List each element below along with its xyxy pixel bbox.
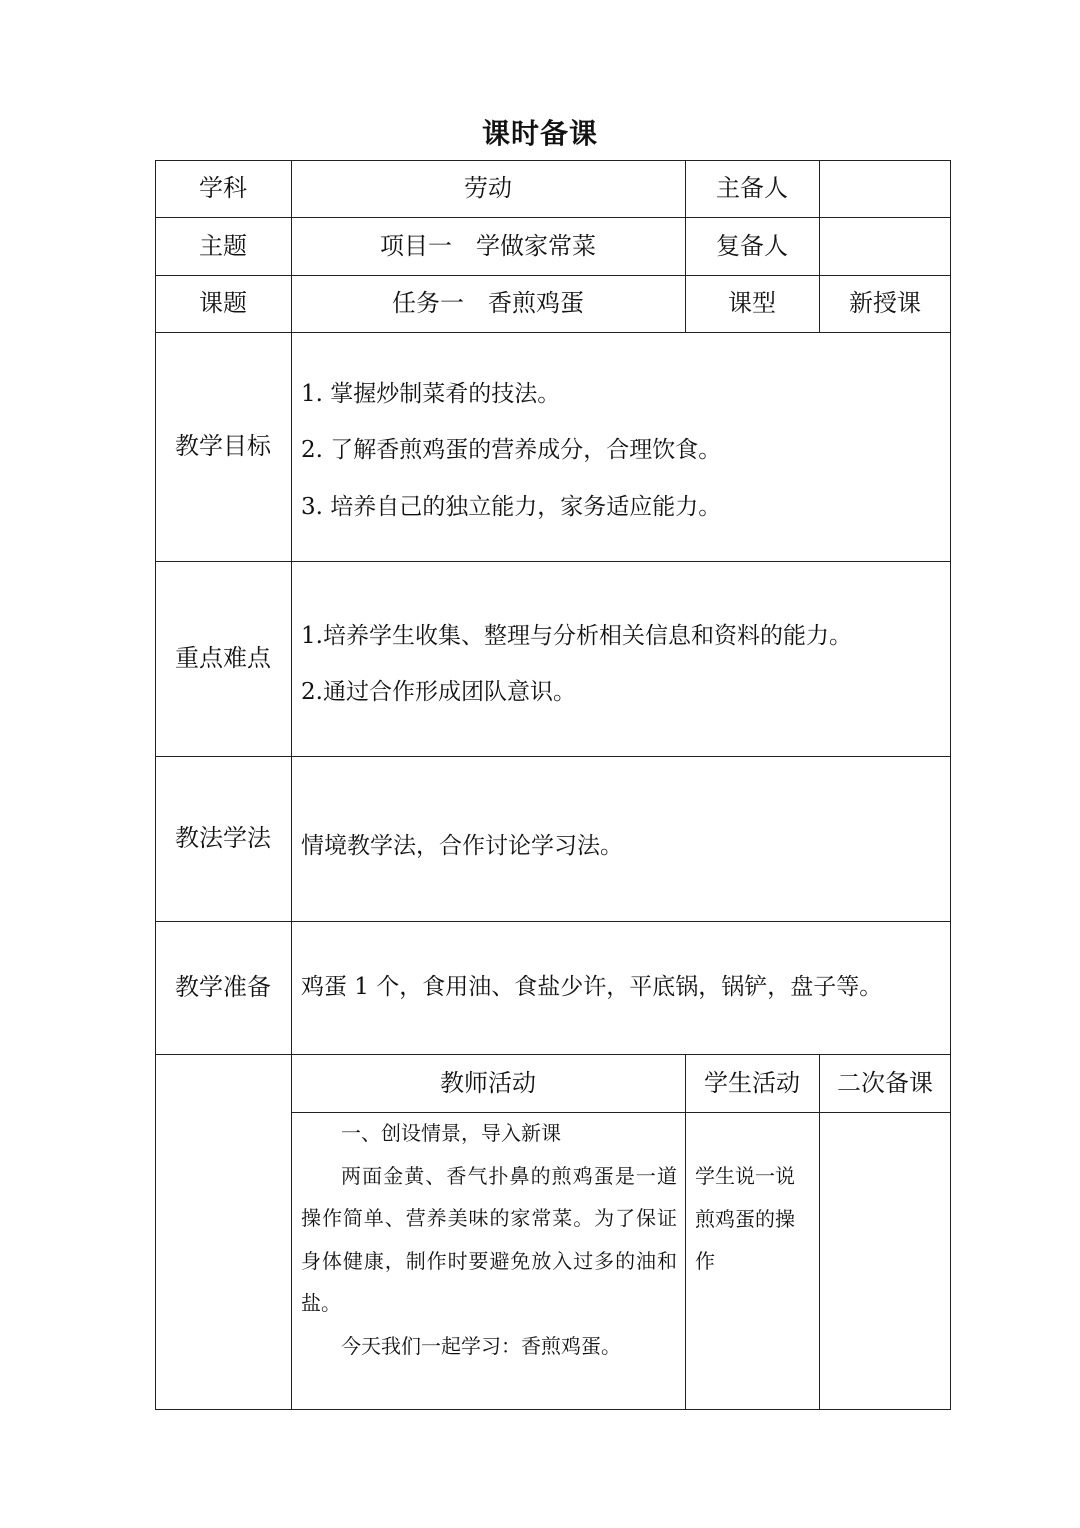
methods-text: 情境教学法，合作讨论学习法。 — [301, 832, 623, 859]
theme-label: 主题 — [199, 231, 247, 260]
teacher-activity-content — [301, 1112, 677, 1367]
objective-item: 1. 掌握炒制菜肴的技法。 — [301, 381, 561, 407]
co-preparer-label: 复备人 — [716, 231, 788, 260]
lead-preparer-label: 主备人 — [716, 174, 788, 203]
methods-label: 教法学法 — [175, 824, 271, 853]
lesson-plan-table — [155, 160, 951, 1410]
topic-label: 课题 — [199, 289, 247, 318]
subject-label: 学科 — [199, 174, 247, 203]
preparation-label: 教学准备 — [175, 973, 271, 1002]
key-points-label: 重点难点 — [175, 644, 271, 673]
page-title: 课时备课 — [481, 117, 598, 150]
subject-value: 劳动 — [464, 174, 512, 203]
teacher-paragraph: 两面金黄、香气扑鼻的煎鸡蛋是一道操作简单、营养美味的家常菜。为了保证身体健康，制作时要避免放入过多的油和盐。 — [301, 1163, 677, 1315]
objective-item: 2. 了解香煎鸡蛋的营养成分，合理饮食。 — [301, 437, 722, 463]
lesson-type-label: 课型 — [728, 289, 776, 318]
student-activity-header: 学生活动 — [704, 1068, 800, 1097]
co-preparer-value — [819, 217, 951, 275]
theme-value: 项目一 学做家常菜 — [380, 231, 596, 260]
student-activity-content: 学生说一说煎鸡蛋的操作 — [695, 1164, 795, 1273]
key-points-list — [301, 561, 941, 756]
teacher-activity-header: 教师活动 — [440, 1068, 536, 1097]
objectives-list — [301, 332, 941, 561]
objectives-label: 教学目标 — [175, 432, 271, 461]
lesson-type-value: 新授课 — [849, 289, 921, 318]
topic-value: 任务一 香煎鸡蛋 — [392, 289, 584, 318]
lead-preparer-value — [819, 160, 951, 217]
preparation-text: 鸡蛋 1 个，食用油、食盐少许，平底锅，锅铲，盘子等。 — [301, 973, 883, 1000]
key-point-item: 1.培养学生收集、整理与分析相关信息和资料的能力。 — [301, 623, 852, 649]
second-prep-header: 二次备课 — [837, 1068, 933, 1097]
objective-item: 3. 培养自己的独立能力，家务适应能力。 — [301, 494, 722, 520]
key-point-item: 2.通过合作形成团队意识。 — [301, 679, 576, 705]
section-heading: 一、创设情景，导入新课 — [341, 1121, 561, 1145]
teacher-paragraph: 今天我们一起学习：香煎鸡蛋。 — [341, 1333, 621, 1358]
